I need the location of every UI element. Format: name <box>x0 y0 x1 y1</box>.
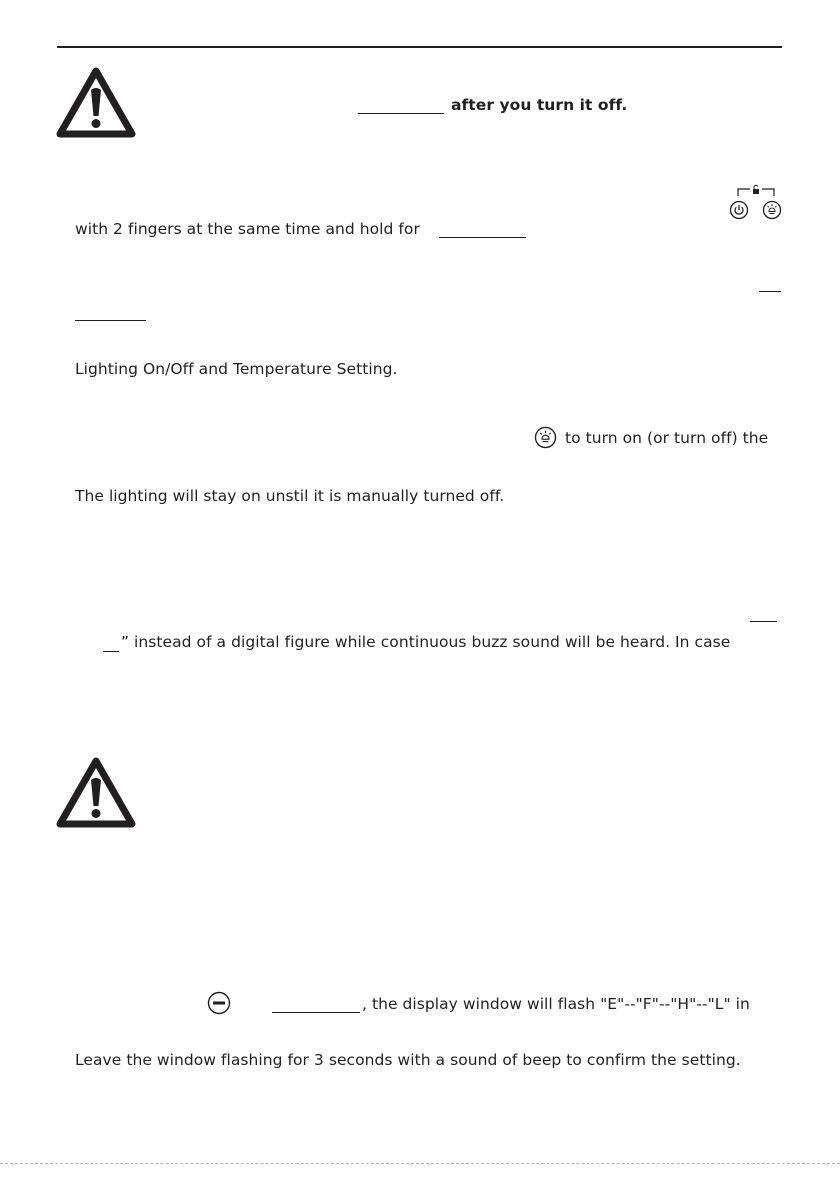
blank-line <box>439 237 526 238</box>
minus-icon <box>207 991 231 1015</box>
light-icon <box>762 200 782 220</box>
instruction-line: ” instead of a digital figure while continuous buzz sound will be heard. In case <box>121 633 731 651</box>
blank-line <box>358 113 444 114</box>
top-rule <box>57 46 782 48</box>
instruction-line: to turn on (or turn off) the <box>565 429 769 447</box>
section-heading: Lighting On/Off and Temperature Setting. <box>75 360 398 378</box>
warning-text: after you turn it off. <box>451 96 628 114</box>
instruction-line: with 2 fingers at the same time and hold for <box>75 220 420 238</box>
blank-line <box>272 1012 360 1013</box>
light-icon <box>534 426 557 449</box>
warning-triangle-icon <box>55 756 137 829</box>
blank-line <box>759 291 781 292</box>
lock-icon <box>737 183 775 197</box>
instruction-line: The lighting will stay on unstil it is manually turned off. <box>75 487 505 505</box>
warning-triangle-icon <box>55 66 137 139</box>
page-edge <box>0 1163 840 1164</box>
power-icon <box>729 200 749 220</box>
instruction-line: Leave the window flashing for 3 seconds with a sound of beep to confirm the setting. <box>75 1051 741 1069</box>
blank-line <box>750 621 777 622</box>
instruction-line: , the display window will flash "E"--"F"--"H"--"L" in <box>362 995 750 1013</box>
blank-line <box>75 320 146 321</box>
blank-line <box>103 651 119 652</box>
